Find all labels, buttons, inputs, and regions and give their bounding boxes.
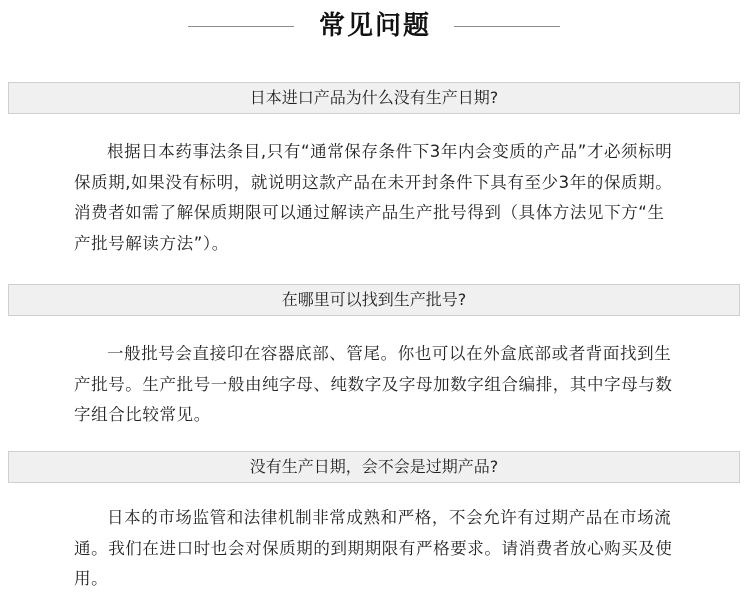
title-divider-right (454, 26, 560, 27)
faq-question-3: 没有生产日期，会不会是过期产品? (8, 451, 740, 483)
faq-answer-2: 一般批号会直接印在容器底部、管尾。你也可以在外盒底部或者背面找到生产批号。生产批号一般由纯字母、纯数字及字母加数字组合编排，其中字母与数字组合比较常见。 (74, 344, 673, 424)
faq-question-1: 日本进口产品为什么没有生产日期? (8, 82, 740, 114)
title-divider-left (188, 26, 294, 27)
page-title: 常见问题 (318, 11, 431, 41)
faq-question-2: 在哪里可以找到生产批号? (8, 284, 740, 316)
faq-answer-1: 根据日本药事法条目,只有“通常保存条件下3年内会变质的产品”才必须标明保质期,如果没有标明，就说明这款产品在未开封条件下具有至少3年的保质期。消费者如需了解保质期限可以通过解读产品生产批号得到（具体方法见下方“生产批号解读方法”）。 (74, 142, 673, 253)
page-header (0, 0, 750, 54)
faq-answer-3: 日本的市场监管和法律机制非常成熟和严格，不会允许有过期产品在市场流通。我们在进口时也会对保质期的到期期限有严格要求。请消费者放心购买及使用。 (74, 508, 673, 588)
